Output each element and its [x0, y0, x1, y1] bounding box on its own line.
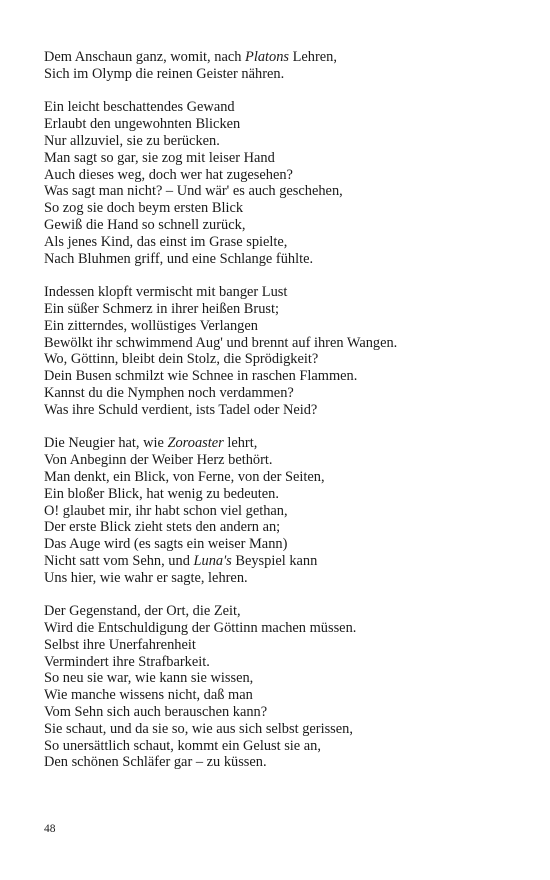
poem-line	[44, 486, 514, 503]
poem-line	[44, 150, 514, 167]
page-number: 48	[44, 823, 56, 835]
line-text: Wo, Göttinn, bleibt dein Stolz, die Sprödigkeit?	[44, 351, 319, 368]
line-text: Die Neugier hat, wie	[44, 435, 168, 452]
line-text: Was sagt man nicht? – Und wär' es auch geschehen,	[44, 183, 343, 200]
poem-line	[44, 385, 514, 402]
line-text: Sich im Olymp die reinen Geister nähren.	[44, 65, 285, 82]
line-text: So unersättlich schaut, kommt ein Gelust sie an,	[44, 737, 321, 754]
poem-line	[44, 318, 514, 335]
line-text: Gewiß die Hand so schnell zurück,	[44, 216, 246, 233]
line-text: Ein süßer Schmerz in ihrer heißen Brust;	[44, 300, 279, 317]
poem-line	[44, 754, 514, 771]
poem-line	[44, 183, 514, 200]
line-text: Der erste Blick zieht stets den andern an;	[44, 519, 281, 536]
poem-line	[44, 704, 514, 721]
poem-line	[44, 603, 514, 620]
stanza	[44, 284, 514, 418]
line-text: Das Auge wird (es sagts ein weiser Mann)	[44, 536, 288, 553]
line-text: Vermindert ihre Strafbarkeit.	[44, 653, 210, 670]
poem-line	[44, 368, 514, 385]
line-text: Kannst du die Nymphen noch verdammen?	[44, 384, 294, 401]
line-text: O! glaubet mir, ihr habt schon viel gethan,	[44, 502, 288, 519]
poem-line	[44, 66, 514, 83]
line-text: Dein Busen schmilzt wie Schnee in raschen Flammen.	[44, 368, 358, 385]
poem-line	[44, 351, 514, 368]
poem-line	[44, 721, 514, 738]
poem-line	[44, 503, 514, 520]
poem-line	[44, 620, 514, 637]
italic-name: Platons	[245, 49, 290, 65]
italic-name: Luna's	[193, 552, 232, 569]
poem-line	[44, 335, 514, 352]
poem-line	[44, 301, 514, 318]
line-text: Ein bloßer Blick, hat wenig zu bedeuten.	[44, 485, 279, 502]
poem-line	[44, 133, 514, 150]
line-text: Auch dieses weg, doch wer hat zugesehen?	[44, 166, 293, 183]
poem-line	[44, 402, 514, 419]
poem-line	[44, 251, 514, 268]
line-text: Der Gegenstand, der Ort, die Zeit,	[44, 603, 241, 620]
line-text: Man denkt, ein Blick, von Ferne, von der Seiten,	[44, 468, 325, 485]
line-text: lehrt,	[223, 435, 258, 452]
poem-line	[44, 553, 514, 570]
stanza	[44, 603, 514, 771]
line-text: Man sagt so gar, sie zog mit leiser Hand	[44, 149, 275, 166]
stanza	[44, 49, 514, 83]
poem-body	[44, 49, 514, 788]
poem-line	[44, 99, 514, 116]
line-text: So neu sie war, wie kann sie wissen,	[44, 670, 254, 687]
line-text: Nur allzuviel, sie zu berücken.	[44, 132, 220, 149]
poem-line	[44, 49, 514, 66]
line-text: Selbst ihre Unerfahrenheit	[44, 636, 196, 653]
line-text: Uns hier, wie wahr er sagte, lehren.	[44, 569, 248, 586]
stanza	[44, 99, 514, 267]
poem-line	[44, 536, 514, 553]
poem-line	[44, 637, 514, 654]
line-text: Ein zitterndes, wollüstiges Verlangen	[44, 317, 258, 334]
line-text: So zog sie doch beym ersten Blick	[44, 200, 244, 217]
poem-line	[44, 687, 514, 704]
poem-line	[44, 217, 514, 234]
poem-line	[44, 435, 514, 452]
line-text: Dem Anschaun ganz, womit, nach	[44, 49, 246, 65]
line-text: Indessen klopft vermischt mit banger Lust	[44, 284, 288, 301]
line-text: Nach Bluhmen griff, und eine Schlange fühlte.	[44, 250, 314, 267]
poem-line	[44, 469, 514, 486]
italic-name: Zoroaster	[167, 435, 224, 452]
poem-line	[44, 738, 514, 755]
poem-line	[44, 284, 514, 301]
line-text: Lehren,	[289, 49, 337, 65]
line-text: Ein leicht beschattendes Gewand	[44, 99, 235, 116]
line-text: Was ihre Schuld verdient, ists Tadel oder Neid?	[44, 401, 318, 418]
line-text: Vom Sehn sich auch berauschen kann?	[44, 704, 268, 721]
line-text: Beyspiel kann	[231, 552, 318, 569]
line-text: Von Anbeginn der Weiber Herz bethört.	[44, 452, 273, 469]
line-text: Wie manche wissens nicht, daß man	[44, 687, 253, 704]
stanza	[44, 435, 514, 586]
line-text: Sie schaut, und da sie so, wie aus sich selbst gerissen,	[44, 720, 353, 737]
line-text: Erlaubt den ungewohnten Blicken	[44, 116, 241, 133]
poem-line	[44, 670, 514, 687]
line-text: Den schönen Schläfer gar – zu küssen.	[44, 754, 267, 771]
line-text: Nicht satt vom Sehn, und	[44, 552, 194, 569]
poem-line	[44, 234, 514, 251]
poem-line	[44, 167, 514, 184]
poem-line	[44, 570, 514, 587]
poem-line	[44, 519, 514, 536]
line-text: Wird die Entschuldigung der Göttinn machen müssen.	[44, 620, 357, 637]
poem-line	[44, 116, 514, 133]
poem-line	[44, 654, 514, 671]
poem-line	[44, 452, 514, 469]
poem-line	[44, 200, 514, 217]
line-text: Als jenes Kind, das einst im Grase spielte,	[44, 233, 288, 250]
line-text: Bewölkt ihr schwimmend Aug' und brennt auf ihren Wangen.	[44, 334, 398, 351]
